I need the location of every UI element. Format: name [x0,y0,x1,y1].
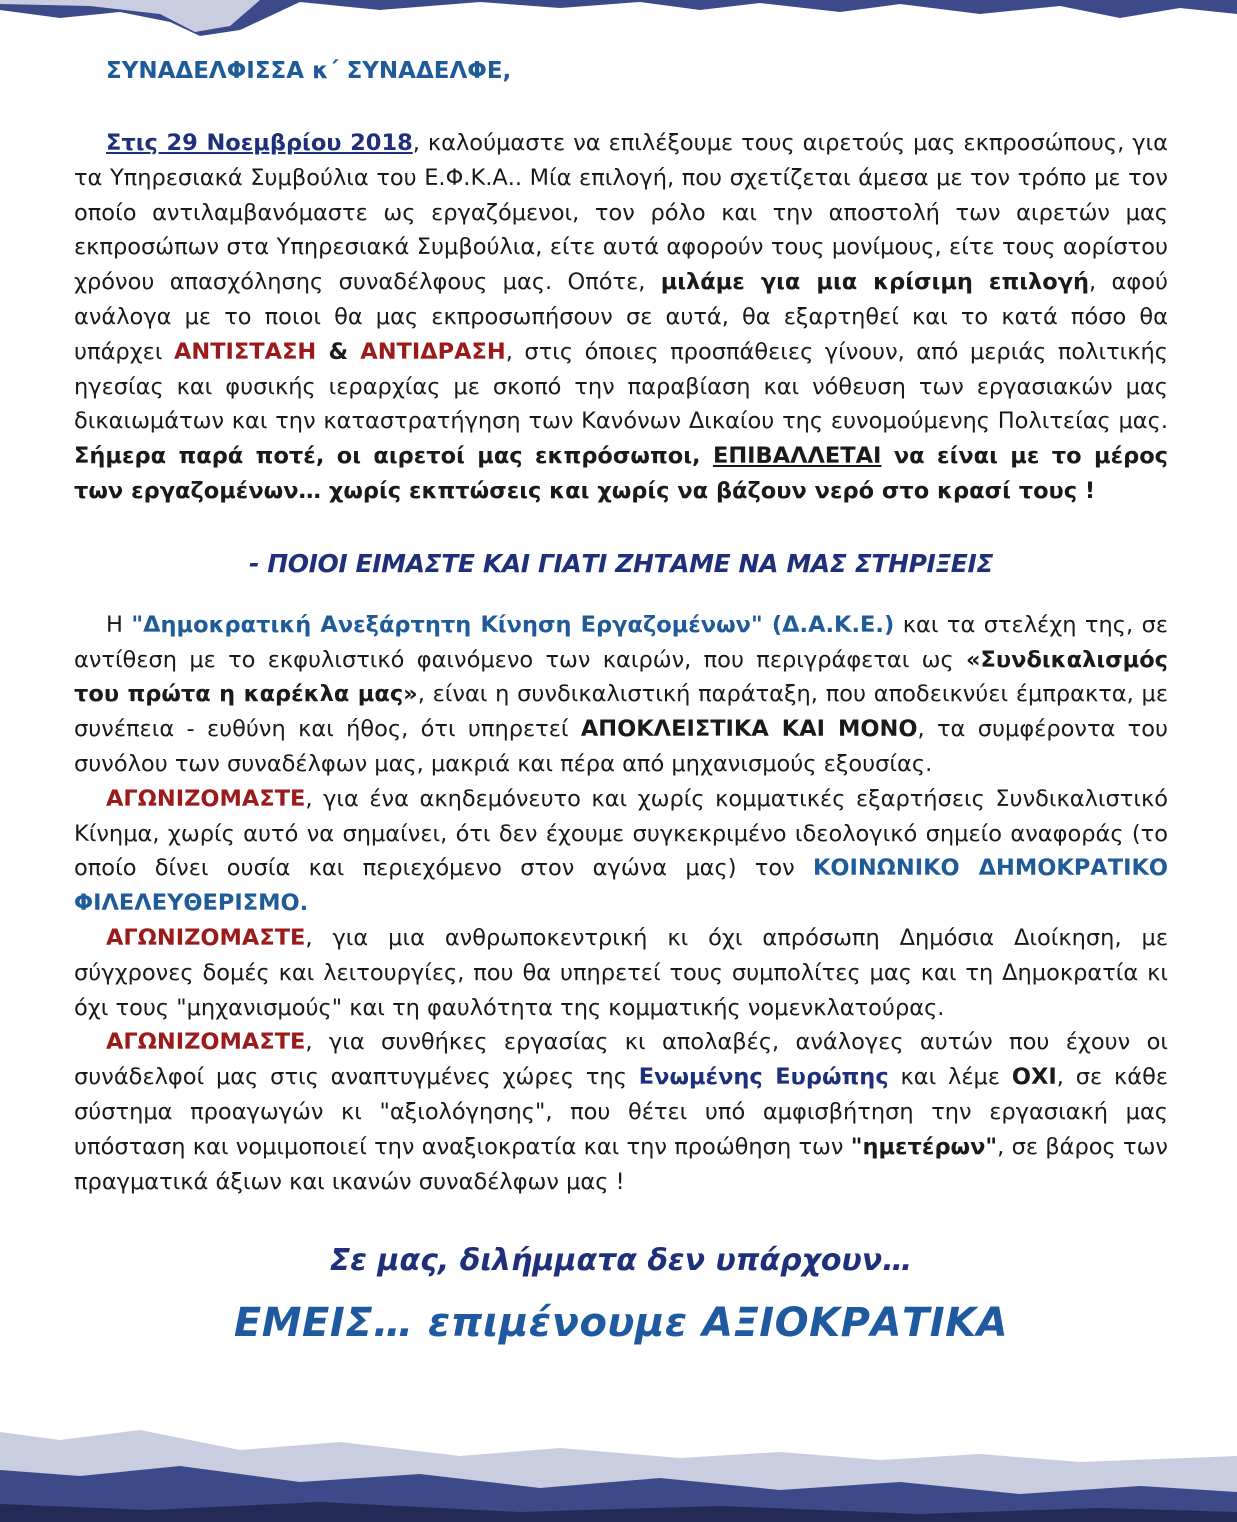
text: , για ένα ακηδεμόνευτο και χωρίς κομματικές εξαρτήσεις Συνδικαλιστικό Κίνημα, χωρίς αυτό να σημαίνει, ότι δεν έχουμε συγκεκριμένο ιδεολογικό σημείο αναφοράς (το οποίο δίνει ουσία και περιεχόμενο στον αγώνα μας) τον [74,785,1168,882]
text: , είναι η συνδικαλιστική παράταξη, που αποδεικνύει έμπρακτα, με συνέπεια - ευθύνη και ήθος, ότι υπηρετεί [74,681,1169,743]
red-emphasis: ΑΓΩΝΙΖΟΜΑΣΤΕ [106,924,306,951]
text: , στις όποιες προσπάθειες γίνουν, από μεριάς πολιτικής ηγεσίας και φυσικής ιεραρχίας με σκοπό την παραβίαση και νόθευση των εργασιακών μας δικαιωμάτων και την καταστρατήγηση των Κανόνων Δικαίου της ευνομούμενης Πολιτείας μας. [74,338,1168,435]
bold-text: ΑΠΟΚΛΕΙΣΤΙΚΑ ΚΑΙ ΜΟΝΟ [580,716,918,743]
election-date: Στις 29 Νοεμβρίου 2018 [106,130,413,156]
text: Η [106,611,132,638]
slogan-dilemmas: Σε μας, διλήμματα δεν υπάρχουν… [329,1243,913,1279]
slogan-meritocracy: ΕΜΕΙΣ… επιμένουμε ΑΞΙΟΚΡΑΤΙΚΑ [233,1300,1009,1347]
torn-paper-bottom-decoration [0,1412,1237,1522]
torn-paper-top-decoration [0,0,1237,40]
bold-text: μιλάμε για μια κρίσιμη επιλογή [660,269,1090,296]
letter-document [74,58,1168,1346]
text: & [316,338,361,365]
bold-text: ΟΧΙ [1011,1064,1057,1091]
text: , για μια ανθρωποκεντρική κι όχι απρόσωπη Δημόσια Διοίκηση, με σύγχρονες δομές και λειτουργίες, που θα υπηρετεί τους συμπολίτες μας και τη Δημοκρατία κι όχι τους "μηχανισμούς" και τη φαυλότητα της κομματικής νομενκλατούρας. [74,924,1168,1021]
bold-underlined-text: ΕΠΙΒΑΛΛΕΤΑΙ [712,443,882,470]
text: , για συνθήκες εργασίας κι απολαβές, ανάλογες αυτών που έχουν οι συνάδελφοί μας στις αναπτυγμένες χώρες της [74,1029,1168,1091]
greeting: ΣΥΝΑΔΕΛΦΙΣΣΑ κ΄ ΣΥΝΑΔΕΛΦΕ, [106,58,512,84]
bold-text: "ημετέρων" [850,1133,998,1160]
text: , καλούμαστε να επιλέξουμε τους αιρετούς μας εκπροσώπους, για τα Υπηρεσιακά Συμβούλια του Ε.Φ.Κ.Α.. Μία επιλογή, που σχετίζεται άμεσα με τον τρόπο με τον οποίο αντιλαμβανόμαστε ως εργαζόμενοι, τον ρόλο και την αποστολή των αιρετών μας εκπροσώπων στα Υπηρεσιακά Συμβούλια, είτε αυτά αφορούν τους μονίμους, είτε τους αορίστου χρόνου απασχόλησης συναδέλφους μας. Οπότε, [74,130,1168,296]
paragraph-struggle-2 [74,921,1168,1025]
paragraph-struggle-3 [74,1025,1168,1199]
section-heading: - ΠΟΙΟΙ ΕΙΜΑΣΤΕ ΚΑΙ ΓΙΑΤΙ ΖΗΤΑΜΕ ΝΑ ΜΑΣ ΣΤΗΡΙΞΕΙΣ [248,548,994,578]
paragraph-struggle-1 [74,782,1168,921]
blue-emphasis: ΚΟΙΝΩΝΙΚΟ ΔΗΜΟΚΡΑΤΙΚΟ ΦΙΛΕΛΕΥΘΕΡΙΣΜΟ. [74,855,1169,917]
bold-text: Σήμερα παρά ποτέ, οι αιρετοί μας εκπρόσωποι, [74,443,713,470]
red-emphasis: ΑΝΤΙΔΡΑΣΗ [360,338,506,365]
bold-text: να είναι με το μέρος των εργαζομένων… χωρίς εκπτώσεις και χωρίς να βάζουν νερό στο κρασί τους ! [74,443,1168,504]
red-emphasis: ΑΓΩΝΙΖΟΜΑΣΤΕ [106,1029,306,1056]
text: , τα συμφέροντα του συνόλου των συναδέλφων μας, μακριά και πέρα από μηχανισμούς εξουσίας. [74,716,1168,777]
text: και λέμε [888,1064,1012,1091]
paragraph-who-we-are [74,608,1168,782]
text: , αφού ανάλογα με το ποιοι θα μας εκπροσωπήσουν σε αυτά, θα εξαρτηθεί και το κατά πόσο θα υπάρχει [74,269,1168,365]
text: , σε κάθε σύστημα προαγωγών κι "αξιολόγησης", που θέτει υπό αμφισβήτηση την εργασιακή μας υπόσταση και νομιμοποιεί την αναξιοκρατία και την προώθηση των [74,1064,1168,1160]
paragraph-election-intro [74,126,1168,509]
text: και τα στελέχη της, σε αντίθεση με το εκφυλιστικό φαινόμενο των καιρών, που περιγράφεται ως [74,611,1168,673]
navy-emphasis: Ενωμένης Ευρώπης [638,1064,889,1091]
bold-text: «Συνδικαλισμός του πρώτα η καρέκλα μας» [74,646,1168,708]
red-emphasis: ΑΓΩΝΙΖΟΜΑΣΤΕ [106,785,306,812]
red-emphasis: ΑΝΤΙΣΤΑΣΗ [173,338,317,365]
text: , σε βάρος των πραγματικά άξιων και ικανών συναδέλφων μας ! [74,1133,1168,1195]
organization-name: "Δημοκρατική Ανεξάρτητη Κίνηση Εργαζομένων" (Δ.Α.Κ.Ε.) [131,611,895,638]
